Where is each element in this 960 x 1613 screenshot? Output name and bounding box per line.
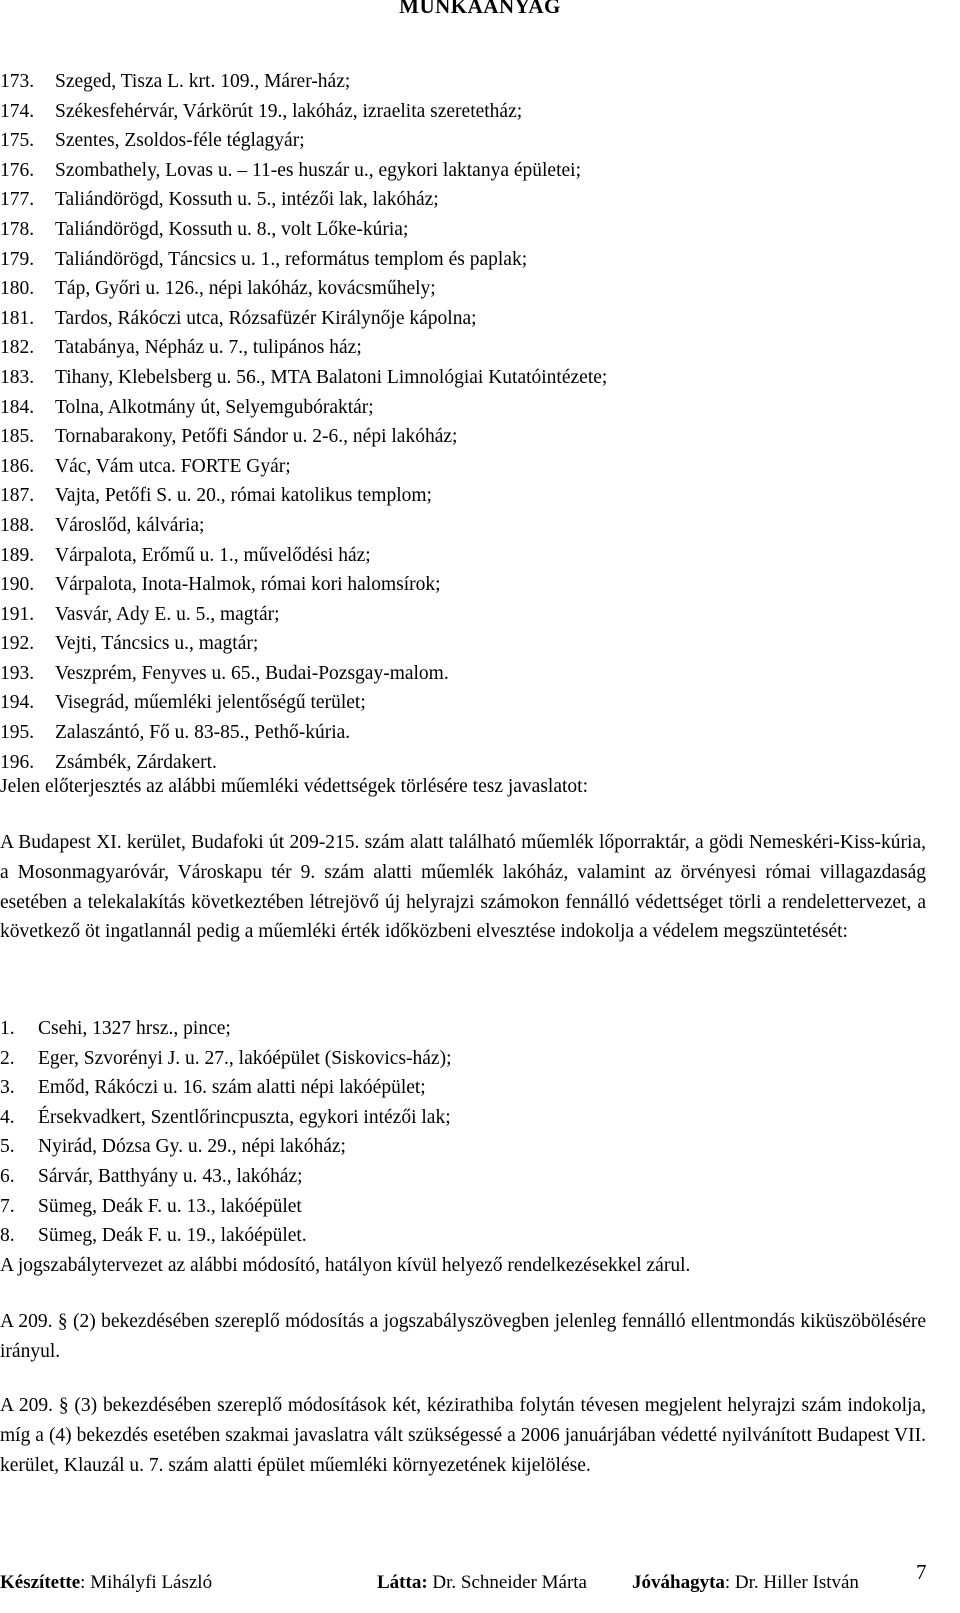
list-item-text: Városlőd, kálvária; bbox=[55, 514, 205, 536]
list-item-number: 8. bbox=[0, 1225, 15, 1247]
list-item-text: Várpalota, Erőmű u. 1., művelődési ház; bbox=[55, 544, 371, 566]
list-item bbox=[0, 185, 960, 215]
list-item bbox=[0, 304, 960, 334]
list-item-number: 193. bbox=[0, 662, 35, 684]
list-item bbox=[0, 97, 960, 127]
list-item-text: Tornabarakony, Petőfi Sándor u. 2-6., népi lakóház; bbox=[55, 426, 458, 448]
list-item-number: 5. bbox=[0, 1136, 15, 1158]
list-item-number: 177. bbox=[0, 189, 35, 211]
list-item-text: Szombathely, Lovas u. – 11-es huszár u., egykori laktanya épületei; bbox=[55, 159, 581, 181]
list-item-number: 175. bbox=[0, 130, 35, 152]
list-item bbox=[0, 1162, 960, 1192]
seen-name: Dr. Schneider Márta bbox=[427, 1572, 587, 1593]
list-item bbox=[0, 393, 960, 423]
list-item bbox=[0, 1073, 960, 1103]
list-item-text: Taliándörögd, Kossuth u. 8., volt Lőke-kúria; bbox=[55, 218, 409, 240]
list-item bbox=[0, 215, 960, 245]
list-item-number: 184. bbox=[0, 396, 35, 418]
page-footer bbox=[0, 1560, 960, 1602]
list-item bbox=[0, 156, 960, 186]
list-item bbox=[0, 363, 960, 393]
list-item-text: Vác, Vám utca. FORTE Gyár; bbox=[55, 455, 291, 477]
list-item-number: 6. bbox=[0, 1165, 15, 1187]
list-item bbox=[0, 1221, 960, 1251]
list-item-text: Tardos, Rákóczi utca, Rózsafüzér Királynője kápolna; bbox=[55, 307, 477, 329]
list-item bbox=[0, 541, 960, 571]
list-item bbox=[0, 333, 960, 363]
list-item-text: Székesfehérvár, Várkörút 19., lakóház, izraelita szeretetház; bbox=[55, 100, 523, 122]
list-item-text: Zalaszántó, Fő u. 83-85., Pethő-kúria. bbox=[55, 722, 351, 744]
list-item-number: 181. bbox=[0, 307, 35, 329]
list-item bbox=[0, 67, 960, 97]
list-item-number: 1. bbox=[0, 1018, 15, 1039]
list-item-text: Vejti, Táncsics u., magtár; bbox=[55, 633, 259, 655]
list-item-text: Csehi, 1327 hrsz., pince; bbox=[38, 1018, 231, 1039]
list-item-number: 176. bbox=[0, 159, 35, 181]
list-item-text: Szentes, Zsoldos-féle téglagyár; bbox=[55, 130, 305, 152]
prepared-name: : Mihályfi László bbox=[80, 1572, 213, 1593]
list-item bbox=[0, 1192, 960, 1222]
approved-name: : Dr. Hiller István bbox=[724, 1572, 859, 1593]
list-item-text: Visegrád, műemléki jelentőségű terület; bbox=[55, 692, 366, 714]
list-item-number: 183. bbox=[0, 366, 35, 388]
seen-by bbox=[377, 1572, 587, 1594]
closing-sentence: A jogszabálytervezet az alábbi módosító, hatályon kívül helyező rendelkezésekkel zárul. bbox=[0, 1255, 691, 1276]
intro-sentence: Jelen előterjesztés az alábbi műemléki védettségek törlésére tesz javaslatot: bbox=[0, 776, 588, 797]
list-item bbox=[0, 718, 960, 748]
list-item-number: 180. bbox=[0, 278, 35, 300]
list-item bbox=[0, 1014, 960, 1044]
list-item-text: Sümeg, Deák F. u. 13., lakóépület bbox=[38, 1195, 302, 1217]
list-item-number: 178. bbox=[0, 218, 35, 240]
list-item-number: 190. bbox=[0, 574, 35, 596]
list-item bbox=[0, 1044, 960, 1074]
list-item-number: 179. bbox=[0, 248, 35, 270]
list-item bbox=[0, 1132, 960, 1162]
list-item-number: 187. bbox=[0, 485, 35, 507]
list-item-text: Vasvár, Ady E. u. 5., magtár; bbox=[55, 603, 280, 625]
list-item bbox=[0, 1103, 960, 1133]
list-item-number: 174. bbox=[0, 100, 35, 122]
list-item bbox=[0, 659, 960, 689]
protected-sites-list bbox=[0, 67, 960, 777]
list-item-text: Veszprém, Fenyves u. 65., Budai-Pozsgay-malom. bbox=[55, 662, 449, 684]
prepared-by bbox=[0, 1572, 212, 1594]
paragraph-209-3: A 209. § (3) bekezdésében szereplő módosítások két, kézirathiba folytán tévesen megjelent helyrajzi szám indokolja, míg a (4) bekezdés esetében szakmai javaslatra vált szükségessé a 2006 januárjában védetté nyilvánított Budapest VII. kerület, Klauzál u. 7. szám alatti épület műemléki környezetének kijelölése. bbox=[0, 1395, 926, 1476]
prepared-label: Készítette bbox=[0, 1572, 81, 1593]
list-item-text: Nyirád, Dózsa Gy. u. 29., népi lakóház; bbox=[38, 1136, 346, 1158]
list-item-number: 195. bbox=[0, 722, 35, 744]
seen-label: Látta: bbox=[377, 1572, 428, 1593]
list-item bbox=[0, 570, 960, 600]
list-item-text: Sárvár, Batthyány u. 43., lakóház; bbox=[38, 1165, 303, 1187]
list-item bbox=[0, 422, 960, 452]
list-item-text: Tatabánya, Népház u. 7., tulipános ház; bbox=[55, 337, 362, 359]
list-item-text: Táp, Győri u. 126., népi lakóház, kovácsműhely; bbox=[55, 278, 436, 300]
list-item-number: 185. bbox=[0, 426, 35, 448]
list-item bbox=[0, 600, 960, 630]
list-item-text: Zsámbék, Zárdakert. bbox=[55, 751, 217, 773]
list-item-number: 196. bbox=[0, 751, 35, 773]
page-header: MUNKAANYAG bbox=[399, 0, 561, 18]
page-number: 7 bbox=[916, 1560, 927, 1584]
deleted-sites-list bbox=[0, 1014, 960, 1251]
list-item-text: Tolna, Alkotmány út, Selyemgubóraktár; bbox=[55, 396, 374, 418]
list-item bbox=[0, 511, 960, 541]
list-item bbox=[0, 481, 960, 511]
list-item-text: Taliándörögd, Táncsics u. 1., református templom és paplak; bbox=[55, 248, 528, 270]
list-item-number: 2. bbox=[0, 1047, 15, 1069]
list-item-number: 191. bbox=[0, 603, 35, 625]
list-item-number: 4. bbox=[0, 1106, 15, 1128]
list-item-text: Emőd, Rákóczi u. 16. szám alatti népi lakóépület; bbox=[38, 1077, 426, 1099]
list-item-text: Szeged, Tisza L. krt. 109., Márer-ház; bbox=[55, 71, 351, 92]
list-item-text: Tihany, Klebelsberg u. 56., MTA Balatoni Limnológiai Kutatóintézete; bbox=[55, 366, 608, 388]
list-item bbox=[0, 688, 960, 718]
list-item bbox=[0, 245, 960, 275]
list-item-text: Sümeg, Deák F. u. 19., lakóépület. bbox=[38, 1225, 307, 1247]
list-item-number: 189. bbox=[0, 544, 35, 566]
list-item bbox=[0, 629, 960, 659]
list-item-text: Taliándörögd, Kossuth u. 5., intézői lak, lakóház; bbox=[55, 189, 439, 211]
list-item bbox=[0, 274, 960, 304]
list-item-number: 7. bbox=[0, 1195, 15, 1217]
list-item-text: Várpalota, Inota-Halmok, római kori halomsírok; bbox=[55, 574, 441, 596]
approved-by bbox=[632, 1572, 859, 1594]
list-item-number: 3. bbox=[0, 1077, 15, 1099]
list-item bbox=[0, 452, 960, 482]
list-item-text: Vajta, Petőfi S. u. 20., római katolikus templom; bbox=[55, 485, 432, 507]
list-item-number: 192. bbox=[0, 633, 35, 655]
list-item-text: Érsekvadkert, Szentlőrincpuszta, egykori intézői lak; bbox=[38, 1106, 451, 1128]
list-item-number: 194. bbox=[0, 692, 35, 714]
list-item-number: 173. bbox=[0, 71, 35, 92]
list-item-number: 188. bbox=[0, 514, 35, 536]
paragraph-209-2: A 209. § (2) bekezdésében szereplő módosítás a jogszabályszövegben jelenleg fennálló ellentmondás kiküszöbölésére irányul. bbox=[0, 1311, 926, 1362]
list-item bbox=[0, 126, 960, 156]
list-item-number: 186. bbox=[0, 455, 35, 477]
deletion-paragraph: A Budapest XI. kerület, Budafoki út 209-215. szám alatt található műemlék lőporraktár, a gödi Nemeskéri-Kiss-kúria, a Mosonmagyaróvár, Városkapu tér 9. szám alatti műemlék lakóház, valamint az örvényesi római villagazdaság esetében a telekalakítás következtében létrejövő új helyrajzi számokon fennálló védettséget törli a rendelettervezet, a következő öt ingatlannál pedig a műemléki érték időközbeni elvesztése indokolja a védelem megszüntetését: bbox=[0, 832, 926, 943]
list-item-number: 182. bbox=[0, 337, 35, 359]
list-item-text: Eger, Szvorényi J. u. 27., lakóépület (Siskovics-ház); bbox=[38, 1047, 452, 1069]
approved-label: Jóváhagyta bbox=[632, 1572, 725, 1593]
